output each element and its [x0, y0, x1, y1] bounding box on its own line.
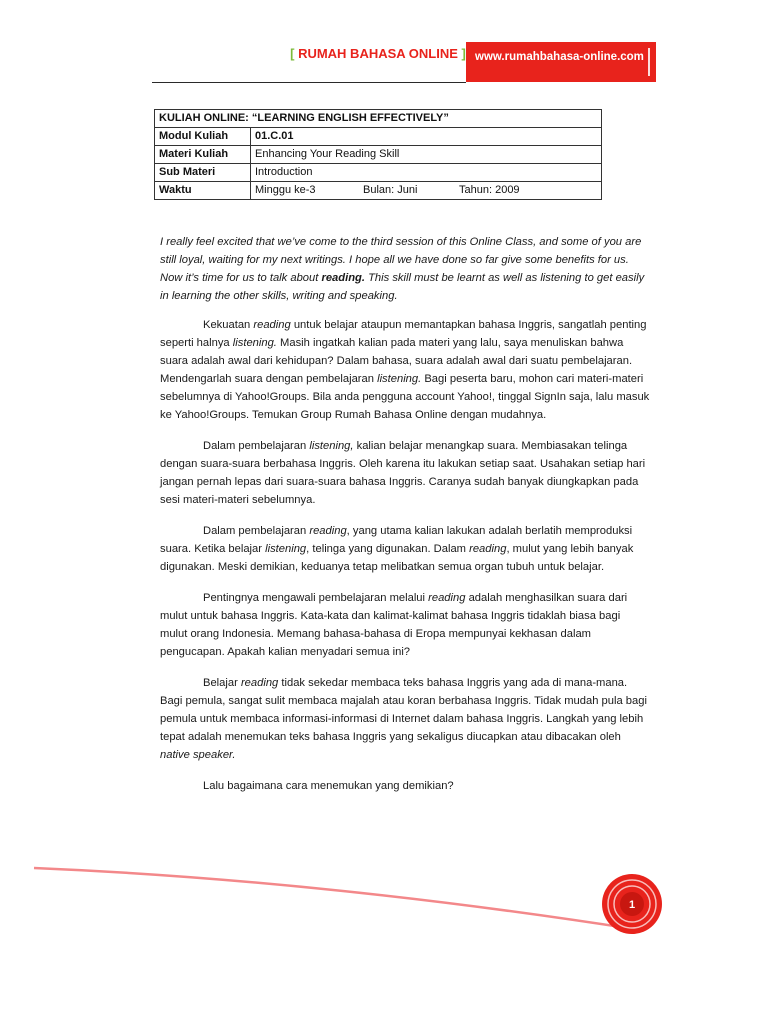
website-url-box — [466, 42, 656, 82]
waktu-week: Minggu ke-3 — [255, 184, 316, 196]
text-run: , telinga yang digunakan. Dalam — [306, 543, 470, 555]
article-body — [160, 233, 650, 808]
row-value: 01.C.01 — [251, 128, 602, 146]
footer-line — [34, 868, 640, 930]
italic-term: reading — [253, 319, 291, 331]
row-value: Enhancing Your Reading Skill — [251, 146, 602, 164]
italic-term: native speaker. — [160, 749, 236, 761]
text-run: , mulut yang lebih banyak digunakan. Meski demikian, keduanya tetap melibatkan semua organ tubuh untuk belajar. — [160, 543, 634, 573]
row-label: Materi Kuliah — [155, 146, 251, 164]
page-number: 1 — [628, 899, 636, 911]
text-run: I really feel excited that we’ve come to the third session of this Online Class, and some of you are still loyal, waiting for my next writings. I hope all we have done so far give some benefits for us. Now it’s time for us to talk about — [160, 236, 642, 284]
text-run: Masih ingatkah kalian pada materi yang lalu, saya menuliskan bahwa suara adalah awal dari kehidupan? Dalam bahasa, suara adalah awal dari suatu pembelajaran. Mendengarlah suara dengan pembelajaran — [160, 337, 633, 385]
text-run: adalah menghasilkan suara dari mulut untuk bahasa Inggris. Kata-kata dan kalimat-kalimat bahasa Inggris tidaklah biasa bagi mulut orang Indonesia. Memang bahasa-bahasa di Eropa mempunyai kekhasan dalam pengucapan. Apakah kalian menyadari semua ini? — [160, 592, 628, 658]
italic-term: reading — [309, 525, 347, 537]
italic-term: listening, — [309, 440, 354, 452]
text-run: Lalu bagaimana cara menemukan yang demikian? — [203, 780, 454, 792]
page-number-badge — [600, 872, 664, 936]
text-run: Belajar — [203, 677, 241, 689]
paragraph-1 — [160, 316, 650, 424]
paragraph-5 — [160, 674, 650, 764]
intro-paragraph — [160, 233, 650, 305]
paragraph-3 — [160, 522, 650, 576]
table-row — [155, 164, 602, 182]
italic-term: listening. — [377, 373, 422, 385]
brand-name: RUMAH BAHASA ONLINE — [298, 46, 458, 61]
text-run: Dalam pembelajaran — [203, 525, 310, 537]
bracket-open: [ — [290, 46, 295, 61]
italic-term: listening. — [232, 337, 277, 349]
text-run: untuk belajar ataupun memantapkan bahasa Inggris, sangatlah penting seperti halnya — [160, 319, 647, 349]
text-run: , yang utama kalian lakukan adalah berlatih memproduksi suara. Ketika belajar — [160, 525, 633, 555]
header-divider — [152, 82, 466, 83]
row-label: Modul Kuliah — [155, 128, 251, 146]
table-row — [155, 110, 602, 128]
italic-term: reading — [469, 543, 507, 555]
paragraph-2 — [160, 437, 650, 509]
row-value: Introduction — [251, 164, 602, 182]
waktu-year: Tahun: 2009 — [459, 184, 520, 196]
paragraph-6 — [160, 777, 650, 795]
waktu-month: Bulan: Juni — [363, 184, 418, 196]
italic-term: listening — [265, 543, 307, 555]
brand-title — [290, 46, 466, 61]
website-url[interactable]: www.rumahbahasa-online.com — [475, 51, 644, 63]
text-run: kalian belajar menangkap suara. Membiasakan telinga dengan suara-suara berbahasa Inggris. Oleh karena itu lakukan setiap saat. Usahakan setiap hari jangan pernah lepas dari suara-suara bahasa Inggris. Caranya sudah banyak diungkapkan pada sesi materi-materi sebelumnya. — [160, 440, 646, 506]
row-label: Waktu — [155, 182, 251, 200]
table-row — [155, 182, 602, 200]
text-run: Bagi peserta baru, mohon cari materi-materi sebelumnya di Yahoo!Groups. Bila anda pengguna account Yahoo!, tinggal SignIn saja, lalu masuk ke Yahoo!Groups. Temukan Group Rumah Bahasa Online dengan mudahnya. — [160, 373, 650, 421]
italic-term: reading — [240, 677, 279, 689]
paragraph-4 — [160, 589, 650, 661]
emphasis: reading. — [321, 272, 365, 284]
row-value — [251, 182, 602, 200]
text-run: Kekuatan — [203, 319, 254, 331]
course-title: KULIAH ONLINE: “LEARNING ENGLISH EFFECTIVELY” — [155, 110, 602, 128]
text-run: tidak sekedar membaca teks bahasa Inggris yang ada di mana-mana. Bagi pemula, sangat sulit membaca majalah atau koran berbahasa Inggris. Tidak mudah pula bagi pemula untuk membaca informasi-informasi di Internet dalam bahasa Inggris. Langkah yang lebih tepat adalah menemukan teks bahasa Inggris yang sekaligus diucapkan atau dibacakan oleh — [160, 677, 647, 743]
decorative-bar — [648, 48, 650, 76]
bracket-close: ] — [461, 46, 466, 61]
table-row — [155, 128, 602, 146]
course-info-table — [154, 109, 602, 200]
text-run: Dalam pembelajaran — [203, 440, 310, 452]
italic-term: reading — [428, 592, 466, 604]
row-label: Sub Materi — [155, 164, 251, 182]
table-row — [155, 146, 602, 164]
text-run: Pentingnya mengawali pembelajaran melalui — [203, 592, 429, 604]
text-run: This skill must be learnt as well as listening to get easily in learning the other skills, writing and speaking. — [160, 272, 645, 302]
